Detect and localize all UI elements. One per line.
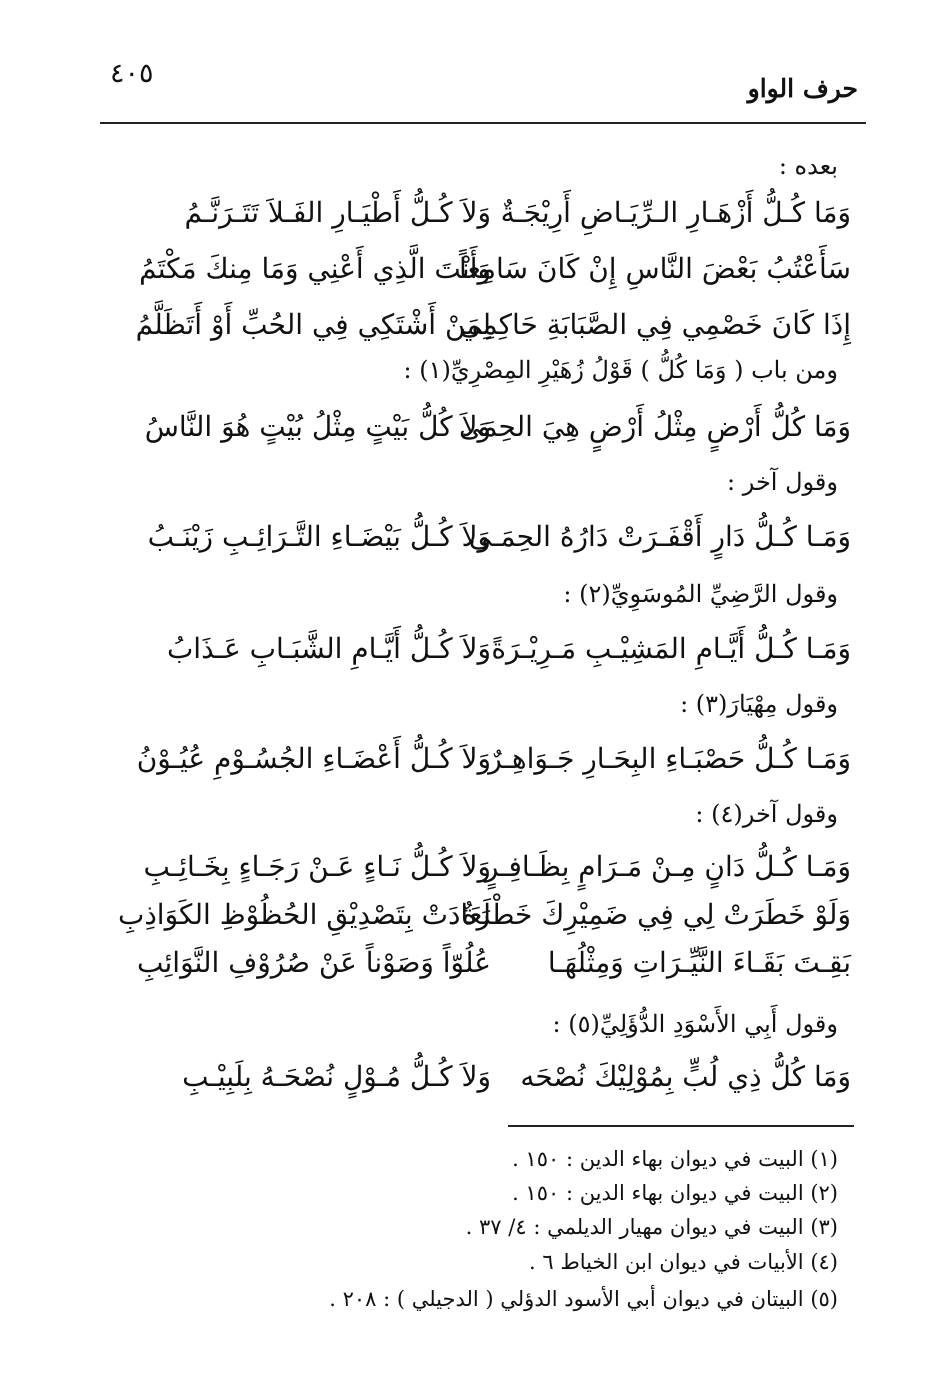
footnote: (٥) البيتان في ديوان أبي الأسود الدؤلي ( الدجيلي ) : ٢٠٨ . [329, 1287, 838, 1311]
verse-line [118, 890, 851, 938]
verse-first-hemistich: وَمَـا كُـلُّ حَصْبَـاءِ البِحَـارِ جَـوَاهِـرٌ [488, 741, 851, 775]
verse-line [118, 296, 851, 352]
verse-group [118, 184, 851, 352]
verse-first-hemistich: وَمَـا كُـلُّ دَانٍ مِـنْ مَـرَامٍ بِظَـافِـرٍ [484, 849, 851, 883]
verse-line [118, 730, 851, 786]
verse-group [118, 398, 851, 454]
verse-group [118, 620, 851, 676]
verse-second-hemistich: وَلاَ كُـلُّ بَيْضَـاءِ التَّـرَائِـبِ زَيْنَـبُ [147, 519, 491, 553]
verse-group [118, 730, 851, 786]
verse-second-hemistich: لَعَادَتْ بِتَصْدِيْقِ الحُظُوْظِ الكَوَاذِبِ [117, 897, 491, 931]
verse-first-hemistich: إِذَا كَانَ خَصْمِي فِي الصَّبَابَةِ حَاكِمِي [459, 307, 851, 341]
verse-line [118, 184, 851, 240]
intro-line: وقول آخر : [727, 468, 838, 496]
verse-second-hemistich: وَلاَ كُـلُّ أَطْيَـارِ الفَـلاَ تَتَـرَنَّـمُ [184, 195, 491, 229]
verse-first-hemistich: وَمَـا كُـلُّ دَارٍ أَقْفَـرَتْ دَارُهُ الحِمَـى [468, 519, 851, 553]
verse-first-hemistich: سَأَعْتُبُ بَعْضَ النَّاسِ إِنْ كَانَ سَامِعاً [458, 251, 851, 285]
header-title: حرف الواو [747, 74, 858, 103]
page-number: ٤٠٥ [110, 58, 154, 89]
verse-second-hemistich: وَأَنْتَ الَّذِي أَعْنِي وَمَا مِنكَ مَكْتَمُ [139, 251, 491, 285]
footnote: (٤) الأبيات في ديوان ابن الخياط ٦ . [529, 1250, 838, 1274]
intro-line: وقول مِهْيَارَ(٣) : [680, 690, 838, 718]
verse-second-hemistich: عُلُوّاً وَصَوْناً عَنْ صُرُوْفِ النَّوَائِبِ [137, 945, 491, 979]
verse-first-hemistich: وَمَا كُلُّ أَرْضٍ مِثْلُ أَرْضٍ هِيَ الحِمَى [459, 409, 851, 443]
verse-first-hemistich: وَمَا كُلُّ ذِي لُبٍّ بِمُوْلِيْكَ نُصْحَه [520, 1059, 851, 1093]
verse-second-hemistich: وَلاَ كُـلُّ نَـاءٍ عَـنْ رَجَـاءٍ بِخَـائِـبِ [143, 849, 491, 883]
verse-line [118, 508, 851, 564]
intro-line: ومن باب ( وَمَا كُلُّ ) قَوْلُ زُهَيْرِ المِصْرِيِّ(١) : [403, 356, 838, 384]
footnote: (٣) البيت في ديوان مهيار الديلمي : ٤/ ٣٧ . [465, 1215, 838, 1239]
verse-line [118, 938, 851, 986]
verse-line [118, 398, 851, 454]
header-rule [100, 122, 866, 124]
intro-line: وقول الرَّضِيِّ المُوسَوِيِّ(٢) : [563, 580, 838, 608]
verse-second-hemistich: وَلاَ كُـلُّ أَيَّـامِ الشَّبَـابِ عَـذَابُ [166, 631, 491, 665]
verse-first-hemistich: وَمَا كُـلُّ أَزْهَـارِ الـرِّيَـاضِ أَرِيْجَـةٌ [500, 195, 851, 229]
footnote: (٢) البيت في ديوان بهاء الدين : ١٥٠ . [512, 1181, 838, 1205]
intro-line: وقول آخر(٤) : [695, 800, 838, 828]
verse-second-hemistich: لِمَنْ أَشْتَكِي فِي الحُبِّ أَوْ أَتَظَلَّمُ [135, 307, 491, 341]
intro-line: بعده : [778, 152, 838, 180]
verse-line [118, 620, 851, 676]
verse-first-hemistich: بَقِـتَ بَقَـاءَ النَّيِّـرَاتِ وَمِثْلُهَـا [547, 945, 851, 979]
verse-second-hemistich: وَلاَ كُـلُّ أَعْضَـاءِ الجُسُـوْمِ عُيُـوْنُ [136, 741, 491, 775]
verse-second-hemistich: وَلاَ كُـلُّ مُـوْلٍ نُصْحَـهُ بِلَبِيْـبِ [182, 1059, 491, 1093]
verse-first-hemistich: وَمَـا كُـلُّ أَيَّـامِ المَشِيْـبِ مَـرِيْـرَةً [491, 631, 851, 665]
verse-group [118, 1048, 851, 1104]
verse-line [118, 842, 851, 890]
verse-first-hemistich: وَلَوْ خَطَرَتْ لِي فِي ضَمِيْرِكَ خَطْرَةٌ [461, 897, 851, 931]
verse-line [118, 240, 851, 296]
intro-line: وقول أَبِي الأَسْوَدِ الدُّؤَلِيِّ(٥) : [552, 1010, 838, 1038]
verse-second-hemistich: وَلاَ كُلُّ بَيْتٍ مِثْلُ بُيْتٍ هُوَ النَّاسُ [144, 409, 491, 443]
verse-group [118, 508, 851, 564]
footnote: (١) البيت في ديوان بهاء الدين : ١٥٠ . [512, 1147, 838, 1171]
footnote-rule [508, 1125, 854, 1127]
verse-group [118, 842, 851, 986]
verse-line [118, 1048, 851, 1104]
